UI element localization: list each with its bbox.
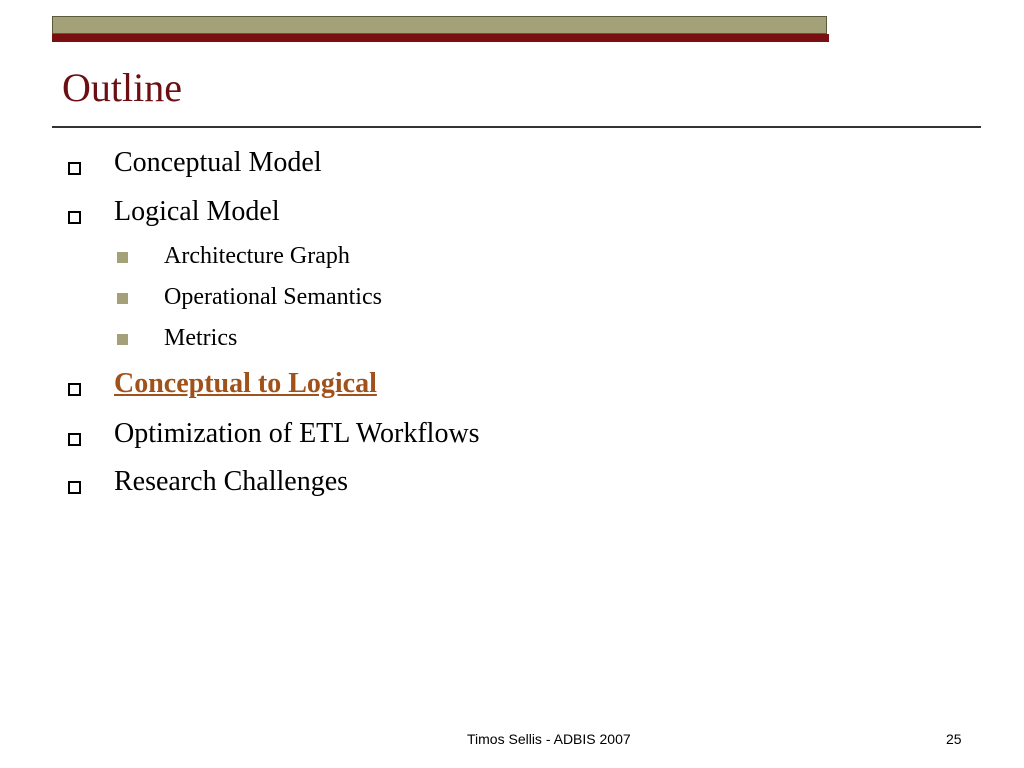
header-decoration-band (52, 16, 827, 34)
filled-square-bullet-icon (117, 293, 128, 304)
header-decoration-stripe (52, 34, 829, 42)
current-section-link[interactable]: Conceptual to Logical (114, 368, 377, 399)
hollow-square-bullet-icon (68, 383, 81, 396)
hollow-square-bullet-icon (68, 481, 81, 494)
hollow-square-bullet-icon (68, 433, 81, 446)
slide-title: Outline (62, 65, 182, 110)
bullet-label: Conceptual Model (114, 147, 322, 178)
hollow-square-bullet-icon (68, 211, 81, 224)
bullet-label: Logical Model (114, 196, 280, 227)
filled-square-bullet-icon (117, 252, 128, 263)
bullet-label: Research Challenges (114, 466, 349, 497)
bullet-label: Optimization of ETL Workflows (114, 418, 480, 449)
sub-bullet-label: Operational Semantics (164, 284, 382, 310)
hollow-square-bullet-icon (68, 162, 81, 175)
title-divider (52, 126, 981, 128)
filled-square-bullet-icon (117, 334, 128, 345)
sub-bullet-label: Metrics (164, 325, 238, 351)
page-number: 25 (946, 731, 962, 747)
footer-caption: Timos Sellis - ADBIS 2007 (467, 731, 631, 747)
sub-bullet-label: Architecture Graph (164, 243, 350, 269)
